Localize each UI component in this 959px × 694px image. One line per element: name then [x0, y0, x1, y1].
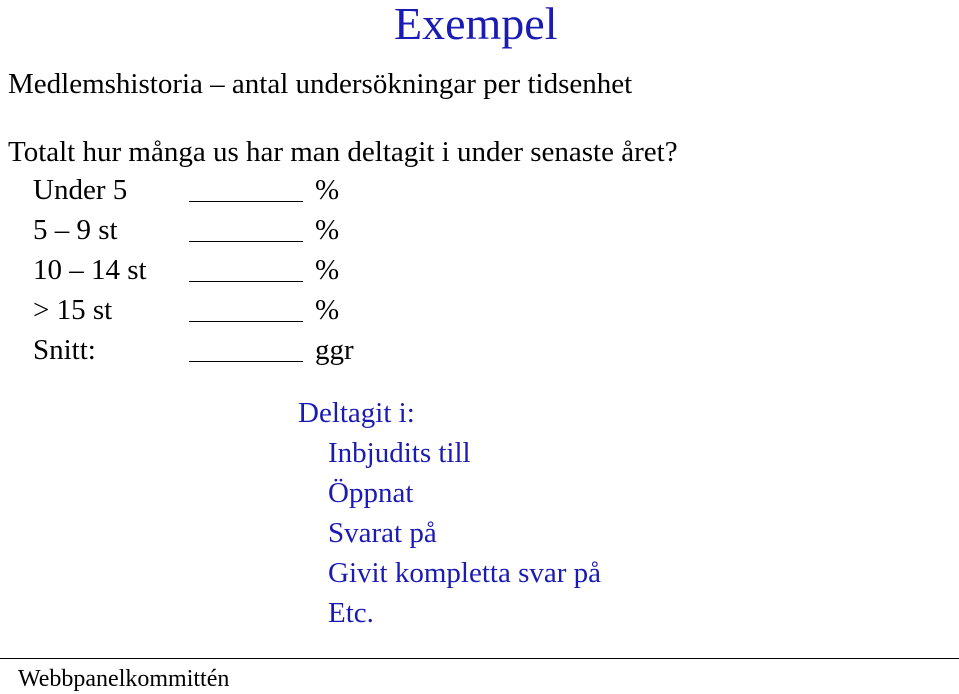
answer-option-label: Under 5 — [33, 174, 128, 206]
answer-option-unit: % — [315, 174, 340, 206]
answer-option-unit: % — [315, 214, 340, 246]
answer-blank-line — [189, 321, 303, 322]
answer-option-label: 10 – 14 st — [33, 254, 147, 286]
participation-block — [298, 393, 601, 633]
participation-item: Etc. — [328, 597, 374, 629]
answer-option-unit: % — [315, 294, 340, 326]
slide-title: Exempel — [394, 0, 558, 49]
answer-option-unit: ggr — [315, 334, 354, 366]
answer-blank-line — [189, 281, 303, 282]
slide-subtitle: Medlemshistoria – antal undersökningar per tidsenhet — [8, 68, 633, 100]
survey-question: Totalt hur många us har man deltagit i under senaste året? — [8, 136, 678, 168]
answer-blank-line — [189, 201, 303, 202]
answer-option-label: Snitt: — [33, 334, 96, 366]
footer-label: Webbpanelkommittén — [18, 666, 230, 692]
answer-blank-line — [189, 241, 303, 242]
participation-list — [298, 433, 601, 633]
participation-item: Svarat på — [328, 517, 437, 549]
answer-blank-line — [189, 361, 303, 362]
participation-item: Öppnat — [328, 477, 414, 509]
participation-item: Givit kompletta svar på — [328, 557, 602, 589]
answer-option-unit: % — [315, 254, 340, 286]
answer-option-label: > 15 st — [33, 294, 113, 326]
participation-item: Inbjudits till — [328, 437, 471, 469]
participation-heading: Deltagit i: — [298, 397, 415, 429]
answer-option-label: 5 – 9 st — [33, 214, 118, 246]
footer-divider — [0, 658, 959, 659]
